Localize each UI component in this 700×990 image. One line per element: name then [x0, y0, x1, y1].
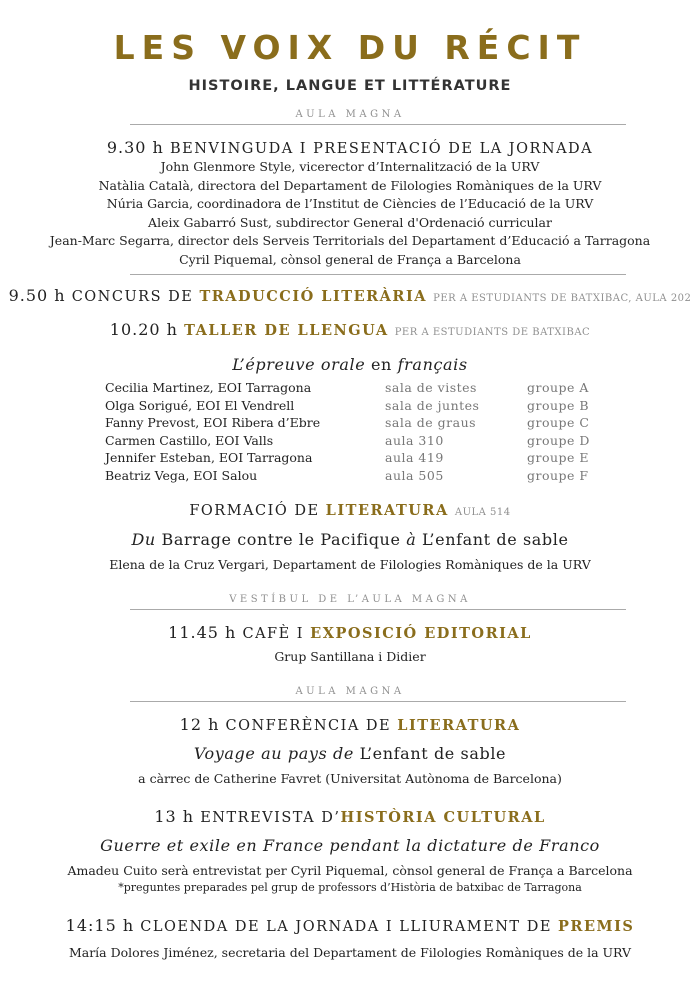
session-prefix: CLOENDA DE LA JORNADA I LLIURAMENT DE [140, 919, 552, 935]
group-room: sala de vistes [385, 380, 477, 395]
group-label: groupe A [527, 380, 589, 395]
speaker-line: Aleix Gabarró Sust, subdirector General d'Ordenació curricular [148, 214, 552, 230]
session-accent: TRADUCCIÓ LITERÀRIA [199, 288, 428, 305]
group-teacher: Jennifer Esteban, EOI Tarragona [105, 450, 313, 465]
group-label: groupe D [527, 432, 590, 448]
work-title: Voyage au pays de L’enfant de sable [193, 744, 507, 763]
session-time: 11.45 h [168, 623, 237, 642]
group-label: groupe C [527, 415, 590, 430]
session-title: BENVINGUDA I PRESENTACIÓ DE LA JORNADA [169, 141, 594, 157]
group-room: sala de graus [385, 415, 477, 430]
group-teacher: Cecilia Martinez, EOI Tarragona [105, 380, 312, 395]
session-note: PER A ESTUDIANTS DE BATXIBAC, AULA 202 [433, 293, 692, 304]
speaker-line: María Dolores Jiménez, secretaria del Departament de Filologies Romàniques de la URV [68, 945, 632, 960]
group-room: aula 505 [385, 467, 444, 483]
session-accent: PREMIS [558, 918, 635, 935]
venue-label: VESTÍBUL DE L’AULA MAGNA [229, 594, 471, 605]
session-prefix: FORMACIÓ DE [189, 503, 320, 519]
group-room: sala de juntes [385, 397, 480, 413]
session-prefix: ENTREVISTA D’ [200, 810, 341, 826]
venue-label: AULA MAGNA [295, 686, 405, 697]
speaker-line: Amadeu Cuito serà entrevistat per Cyril Piquemal, cònsol general de França a Barcelona [67, 863, 633, 878]
work-title: Guerre et exile en France pendant la dictature de Franco [100, 836, 600, 855]
table-row [105, 450, 625, 468]
page-subtitle: HISTOIRE, LANGUE ET LITTÉRATURE [188, 78, 512, 94]
session-heading [0, 320, 700, 339]
session-accent: LITERATURA [325, 502, 449, 519]
session-accent: LITERATURA [397, 717, 521, 734]
table-row [105, 468, 625, 486]
session-prefix: CONFERÈNCIA DE [225, 718, 392, 734]
session-heading [0, 138, 700, 157]
session-note: AULA 514 [454, 507, 511, 518]
footnote: *preguntes preparades pel grup de professors d’Història de batxibac de Tarragona [118, 881, 582, 894]
group-room: aula 310 [385, 432, 444, 448]
session-accent: TALLER DE LLENGUA [184, 322, 389, 339]
table-row [105, 398, 625, 416]
work-title: Du Barrage contre le Pacifique à L’enfant de sable [131, 530, 569, 549]
groups-table [105, 380, 625, 485]
session-heading [0, 916, 700, 935]
workshop-subtitle: L’épreuve orale en français [232, 355, 468, 374]
divider [130, 701, 626, 702]
divider [130, 124, 626, 125]
session-prefix: CAFÈ I [242, 626, 305, 642]
session-heading [0, 623, 700, 642]
page-title: LES VOIX DU RÉCIT [113, 28, 587, 67]
session-heading [0, 715, 700, 734]
session-time: 9.50 h [8, 286, 66, 305]
group-label: groupe E [527, 450, 590, 465]
speaker-line: John Glenmore Style, vicerector d’Internalització de la URV [160, 159, 540, 174]
session-time: 14:15 h [65, 916, 135, 935]
group-teacher: Olga Sorigué, EOI El Vendrell [105, 397, 295, 413]
speaker-line: Núria Garcia, coordinadora de l’Institut de Ciències de l’Educació de la URV [106, 196, 594, 211]
group-teacher: Beatriz Vega, EOI Salou [105, 467, 258, 483]
speaker-line: a càrrec de Catherine Favret (Universitat Autònoma de Barcelona) [138, 771, 562, 786]
session-time: 13 h [154, 807, 195, 826]
session-heading [0, 502, 700, 519]
speaker-line: Jean-Marc Segarra, director dels Serveis Territorials del Departament d’Educació a Tarragona [49, 233, 651, 248]
session-time: 9.30 h [106, 138, 164, 157]
speaker-line: Natàlia Català, directora del Departament de Filologies Romàniques de la URV [98, 177, 602, 193]
session-heading [0, 807, 700, 826]
session-time: 12 h [179, 715, 220, 734]
session-accent: HISTÒRIA CULTURAL [340, 809, 546, 826]
venue-label: AULA MAGNA [295, 109, 405, 120]
session-accent: EXPOSICIÓ EDITORIAL [310, 625, 532, 642]
table-row [105, 433, 625, 451]
divider [130, 274, 626, 275]
group-teacher: Fanny Prevost, EOI Ribera d’Ebre [105, 415, 321, 430]
session-time: 10.20 h [109, 320, 178, 339]
speaker-line: Grup Santillana i Didier [274, 649, 426, 664]
group-label: groupe F [527, 467, 589, 483]
speaker-line: Cyril Piquemal, cònsol general de França a Barcelona [179, 251, 521, 267]
session-prefix: CONCURS DE [71, 289, 194, 305]
table-row [105, 380, 625, 398]
speaker-line: Elena de la Cruz Vergari, Departament de Filologies Romàniques de la URV [109, 557, 591, 572]
group-label: groupe B [527, 397, 590, 413]
group-teacher: Carmen Castillo, EOI Valls [105, 432, 274, 448]
group-room: aula 419 [385, 450, 444, 465]
session-note: PER A ESTUDIANTS DE BATXIBAC [394, 327, 591, 338]
session-heading [0, 286, 700, 305]
divider [130, 609, 626, 610]
table-row [105, 415, 625, 433]
